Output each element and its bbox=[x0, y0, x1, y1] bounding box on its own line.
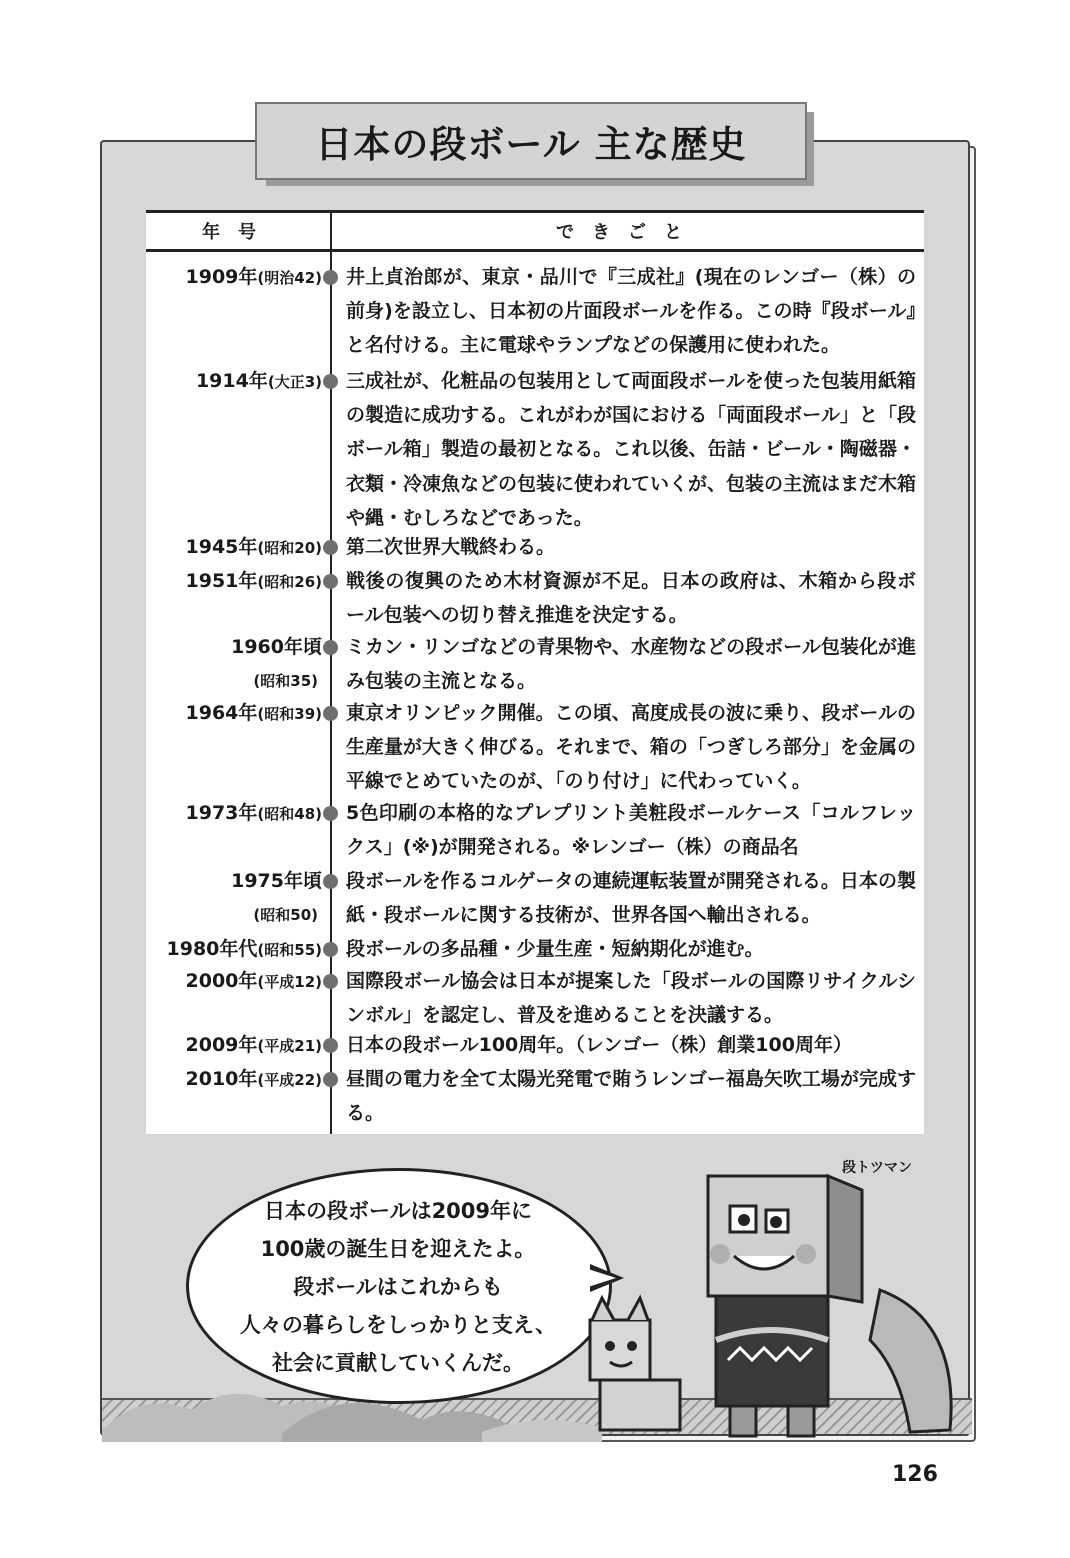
header-event: できごと bbox=[556, 222, 700, 243]
table-row bbox=[146, 796, 924, 864]
row-year: 1960年頃 bbox=[231, 636, 322, 658]
table-row bbox=[146, 630, 924, 698]
timeline-dot bbox=[323, 270, 338, 285]
speech-line: 社会に貢献していくんだ。 bbox=[272, 1351, 524, 1375]
timeline-dot bbox=[323, 974, 338, 989]
page-title bbox=[255, 102, 807, 180]
header-year: 年号 bbox=[202, 222, 274, 243]
timeline-dot bbox=[323, 874, 338, 889]
table-row bbox=[146, 964, 924, 1032]
row-year: 1975年頃 bbox=[231, 870, 322, 892]
row-event: 戦後の復興のため木材資源が不足。日本の政府は、木箱から段ボール包装への切り替え推進を決定する。 bbox=[346, 570, 916, 627]
mascot-illustration bbox=[580, 1170, 970, 1440]
table-row bbox=[146, 1062, 924, 1130]
table-row bbox=[146, 864, 924, 932]
row-event: 井上貞治郎が、東京・品川で『三成社』(現在のレンゴー（株）の前身)を設立し、日本初の片面段ボールを作る。この時『段ボール』と名付ける。主に電球やランプなどの保護用に使われた。 bbox=[346, 266, 916, 357]
row-year: 1945年(昭和20) bbox=[185, 536, 322, 558]
table-header bbox=[146, 210, 924, 252]
speech-line: 100歳の誕生日を迎えたよ。 bbox=[260, 1237, 536, 1261]
history-table bbox=[146, 210, 924, 1134]
table-row bbox=[146, 530, 924, 564]
speech-line: 日本の段ボールは2009年に bbox=[263, 1199, 533, 1223]
row-year: 1951年(昭和26) bbox=[185, 570, 322, 592]
row-year: 1973年(昭和48) bbox=[185, 802, 322, 824]
row-era: (昭和50) bbox=[253, 906, 318, 924]
speech-bubble bbox=[186, 1168, 646, 1402]
timeline-dot bbox=[323, 574, 338, 589]
table-row bbox=[146, 696, 924, 798]
timeline-dot bbox=[323, 706, 338, 721]
row-era: (昭和35) bbox=[253, 672, 318, 690]
speech-line: 人々の暮らしをしっかりと支え、 bbox=[239, 1313, 557, 1337]
timeline-dot bbox=[323, 1038, 338, 1053]
page-title-text: 日本の段ボール 主な歴史 bbox=[315, 123, 747, 166]
row-event: 5色印刷の本格的なプレプリント美粧段ボールケース「コルフレックス」(※)が開発される。※レンゴー（株）の商品名 bbox=[346, 802, 916, 859]
row-event: ミカン・リンゴなどの青果物や、水産物などの段ボール包装化が進み包装の主流となる。 bbox=[346, 636, 916, 693]
row-event: 段ボールの多品種・少量生産・短納期化が進む。 bbox=[346, 938, 764, 960]
row-year: 2010年(平成22) bbox=[185, 1068, 322, 1090]
row-year: 1914年(大正3) bbox=[195, 370, 322, 392]
row-event: 東京オリンピック開催。この頃、高度成長の波に乗り、段ボールの生産量が大きく伸びる。それまで、箱の「つぎしろ部分」を金属の平線でとめていたのが、「のり付け」に代わっていく。 bbox=[346, 702, 916, 793]
row-event: 昼間の電力を全て太陽光発電で賄うレンゴー福島矢吹工場が完成する。 bbox=[346, 1068, 916, 1125]
row-year: 1964年(昭和39) bbox=[185, 702, 322, 724]
table-row bbox=[146, 932, 924, 966]
row-year: 2000年(平成12) bbox=[185, 970, 322, 992]
page-number: 126 bbox=[892, 1462, 938, 1487]
table-row bbox=[146, 364, 924, 536]
row-event: 国際段ボール協会は日本が提案した「段ボールの国際リサイクルシンボル」を認定し、普及を進めることを決議する。 bbox=[346, 970, 916, 1027]
row-year: 1980年代(昭和55) bbox=[166, 938, 322, 960]
row-year: 1909年(明治42) bbox=[185, 266, 322, 288]
timeline-dot bbox=[323, 374, 338, 389]
table-row bbox=[146, 260, 924, 364]
row-event: 三成社が、化粧品の包装用として両面段ボールを使った包装用紙箱の製造に成功する。これがわが国における「両面段ボール」と「段ボール箱」製造の最初となる。これ以後、缶詰・ビール・陶磁器・衣類・冷凍魚などの包装に使われていくが、包装の主流はまだ木箱や縄・むしろなどであった。 bbox=[346, 370, 917, 529]
timeline-dot bbox=[323, 540, 338, 555]
table-row bbox=[146, 1028, 924, 1062]
row-event: 段ボールを作るコルゲータの連続運転装置が開発される。日本の製紙・段ボールに関する技術が、世界各国へ輸出される。 bbox=[346, 870, 916, 927]
mascot-name-label: 段トツマン bbox=[842, 1160, 912, 1176]
timeline-dot bbox=[323, 806, 338, 821]
timeline-dot bbox=[323, 942, 338, 957]
timeline-dot bbox=[323, 640, 338, 655]
table-row bbox=[146, 564, 924, 632]
row-event: 第二次世界大戦終わる。 bbox=[346, 536, 556, 558]
speech-line: 段ボールはこれからも bbox=[293, 1275, 503, 1299]
timeline-dot bbox=[323, 1072, 338, 1087]
row-event: 日本の段ボール100周年。（レンゴー（株）創業100周年） bbox=[346, 1034, 852, 1056]
row-year: 2009年(平成21) bbox=[185, 1034, 322, 1056]
speech-text bbox=[216, 1192, 580, 1382]
